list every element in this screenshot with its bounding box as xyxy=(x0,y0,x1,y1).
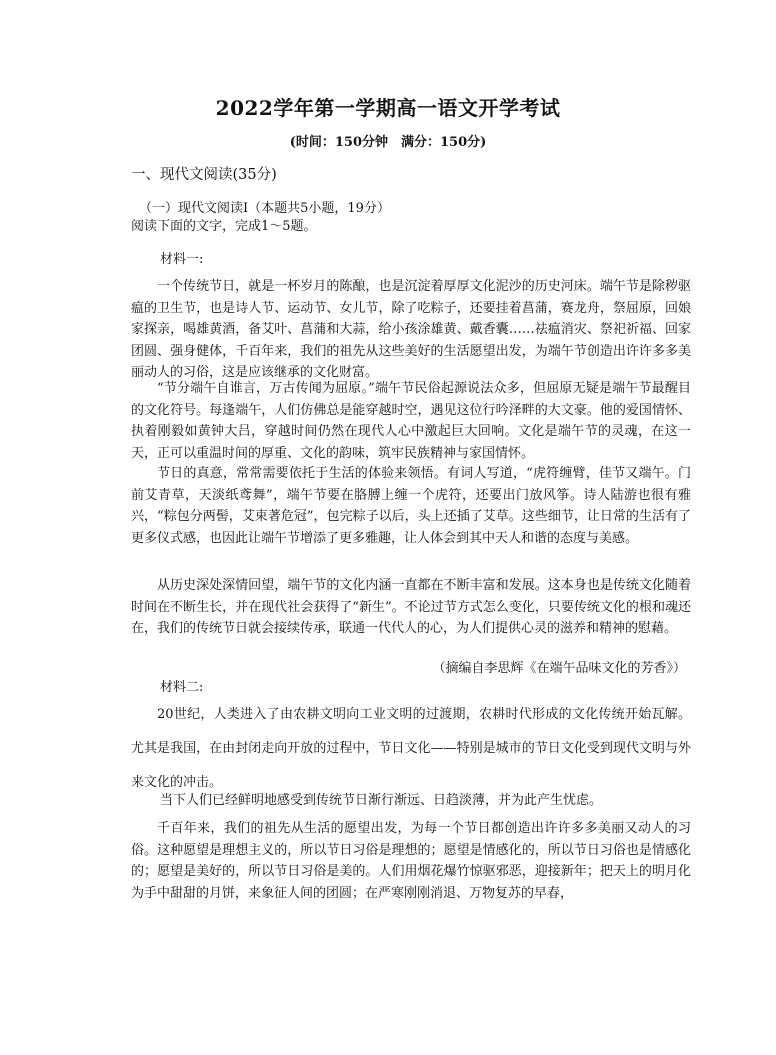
material-one-label: 材料一: xyxy=(160,252,204,267)
section-heading: 一、现代文阅读(35分) xyxy=(131,167,277,183)
exam-subtitle: (时间：150分钟 满分：150分) xyxy=(289,135,487,150)
material-one-paragraph-2: “节分端午自谁言，万古传闻为屈原。”端午节民俗起源说法众多，但屈原无疑是端午节最醒目的文化符号。每逢端午，人们仿佛总是能穿越时空，遇见这位行吟泽畔的大文豪。他的爱国情怀、执着刚毅如黄钟大吕，穿越时间仍然在现代人心中激起巨大回响。文化是端午节的灵魂，在这一天，正可以重温时间的厚重、文化的韵味，筑牢民族精神与家国情怀。 xyxy=(131,381,691,461)
material-one-paragraph-3: 节日的真意，常常需要依托于生活的体验来领悟。有词人写道，“虎符缠臂，佳节又端午。门前艾青草，天淡纸鸢舞”，端午节要在胳膊上缠一个虎符，还要出门放风筝。诗人陆游也很有雅兴，“粽包分两髻，艾束著危冠”，包完粽子以后，头上还插了艾草。这些细节，让日常的生活有了更多仪式感，也因此让端午节增添了更多雅趣，让人体会到其中天人和谐的态度与美感。 xyxy=(131,466,691,546)
material-one-source: （摘编自李思辉《在端午品味文化的芳香》） xyxy=(432,661,686,676)
subsection-heading: （一）现代文阅读I（本题共5小题，19分） xyxy=(139,201,390,216)
material-two-paragraph-3: 千百年来，我们的祖先从生活的愿望出发，为每一个节日都创造出许许多多美丽又动人的习俗。这种愿望是理想主义的，所以节日习俗是理想的；愿望是情感化的，所以节日习俗也是情感化的；愿望是美好的，所以节日习俗是美的。人们用烟花爆竹惊驱邪恶，迎接新年；把天上的明月化为手中甜甜的月饼，来象征人间的团圆；在严寒刚刚消退、万物复苏的早春， xyxy=(131,821,691,901)
material-two-paragraph-2: 当下人们已经鲜明地感受到传统节日渐行渐远、日趋淡薄，并为此产生忧虑。 xyxy=(160,793,603,808)
material-one-paragraph-1: 一个传统节日，就是一杯岁月的陈酿，也是沉淀着厚厚文化泥沙的历史河床。端午节是除秽驱瘟的卫生节，也是诗人节、运动节、女儿节，除了吃粽子，还要挂着菖蒲，赛龙舟，祭屈原，回娘家探亲，喝雄黄酒，备艾叶、菖蒲和大蒜，给小孩涂雄黄、戴香囊……祛瘟消灾、祭祀祈福、回家团圆、强身健体，千百年来，我们的祖先从这些美好的生活愿望出发，为端午节创造出许许多多美丽动人的习俗，这是应该继承的文化财富。 xyxy=(131,279,691,380)
exam-title: 2022学年第一学期高一语文开学考试 xyxy=(215,96,561,120)
instruction-text: 阅读下面的文字，完成1～5题。 xyxy=(131,219,317,234)
material-two-paragraph-1: 20世纪，人类进入了由农耕文明向工业文明的过渡期，农耕时代形成的文化传统开始瓦解。尤其是我国，在由封闭走向开放的过程中，节日文化——特别是城市的节日文化受到现代文明与外来文化的冲击。 xyxy=(131,707,691,790)
material-one-paragraph-4: 从历史深处深情回望，端午节的文化内涵一直都在不断丰富和发展。这本身也是传统文化随着时间在不断生长，并在现代社会获得了“新生”。不论过节方式怎么变化，只要传统文化的根和魂还在，我们的传统节日就会接续传承，联通一代代人的心，为人们提供心灵的滋养和精神的慰藉。 xyxy=(131,578,691,636)
material-two-label: 材料二: xyxy=(160,680,204,695)
